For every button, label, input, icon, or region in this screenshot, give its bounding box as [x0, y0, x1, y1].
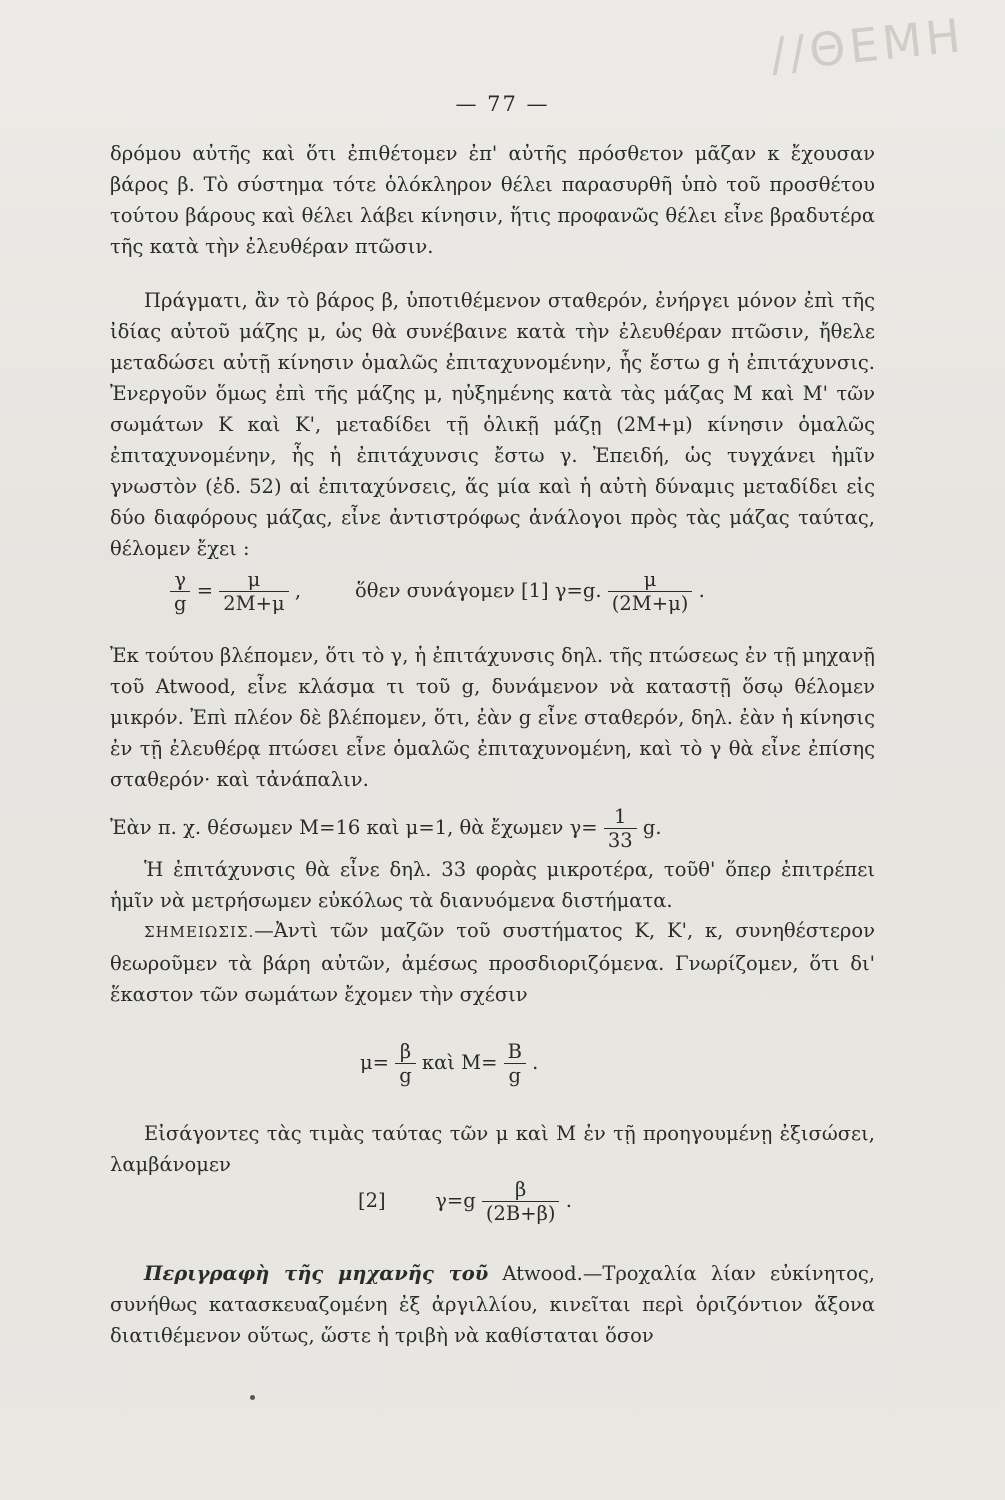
section-heading: Περιγραφὴ τῆς μηχανῆς τοῦ: [144, 1262, 489, 1285]
paragraph-2: Πράγματι, ἂν τὸ βάρος β, ὑποτιθέμενον σταθερόν, ἐνήργει μόνον ἐπὶ τῆς ἰδίας αὐτοῦ μάζης μ, ὡς θὰ συνέβαινε κατὰ τὴν ἐλευθέραν πτῶσιν, ἤθελε μεταδώσει αὐτῇ κίνησιν ὁμαλῶς ἐπιταχυνομένην, ἧς ἔστω g ἡ ἐπιτάχυνσις. Ἐνεργοῦν ὅμως ἐπὶ τῆς μάζης μ, ηὐξημένης κατὰ τὰς μάζας Μ καὶ Μ' τῶν σωμάτων Κ καὶ Κ', μεταδίδει τῇ ὁλικῇ μάζῃ (2Μ+μ) κίνησιν ὁμαλῶς ἐπιταχυνομένην, ἧς ἡ ἐπιτάχυνσις ἔστω γ. Ἐπειδή, ὡς τυγχάνει ἡμῖν γνωστὸν (ἐδ. 52) αἱ ἐπιταχύνσεις, ἅς μία καὶ ἡ αὐτὴ δύναμις μεταδίδει εἰς δύο διαφόρους μάζας, εἶνε ἀντιστρόφως ἀνάλογοι πρὸς τὰς μάζας ταύτας, θέλομεν ἔχει :: [110, 289, 875, 560]
fraction-result-1: $\frac{\mu}{(2M+\mu)}$: [608, 568, 693, 615]
fraction-result-2: $\frac{\beta}{(2B+\beta)}$: [482, 1178, 560, 1225]
margin-handwriting: //ΘΕΜΗ: [768, 7, 968, 83]
fraction-B-g: $\frac{B}{g}$: [504, 1040, 526, 1087]
page-number: — 77 —: [455, 92, 550, 116]
equation-1: $\frac{\gamma}{g}$ = $\frac{\mu}{2M+\mu}$ ,: [170, 568, 301, 615]
fraction-mu-mass: $\frac{\mu}{2M+\mu}$: [219, 568, 288, 615]
paragraph-note: ΣΗΜΕΙΩΣΙΣ.—Ἀντὶ τῶν μαζῶν τοῦ συστήματος Κ, Κ', κ, συνηθέστερον θεωροῦμεν τὰ βάρη αὐτῶν, ἀμέσως προσδιοριζόμενα. Γνωρίζομεν, ὅτι δι' ἕκαστον τῶν σωμάτων ἔχομεν τὴν σχέσιν: [110, 919, 875, 1006]
paragraph-4: Ἡ ἐπιτάχυνσις θὰ εἶνε δηλ. 33 φορὰς μικροτέρα, τοῦθ' ὅπερ ἐπιτρέπει ἡμῖν νὰ μετρήσωμεν εὐκόλως τὰ διανυόμενα διστήματα.: [110, 858, 875, 912]
fraction-gamma-g: $\frac{\gamma}{g}$: [170, 568, 190, 615]
paragraph-1: δρόμου αὐτῆς καὶ ὅτι ἐπιθέτομεν ἐπ' αὐτῆς πρόσθετον μᾶζαν κ ἔχουσαν βάρος β. Τὸ σύστημα τότε ὁλόκληρον θέλει παρασυρθῆ ὑπὸ τοῦ προσθέτου τούτου βάρους καὶ θέλει λάβει κίνησιν, ἥτις προφανῶς θέλει εἶνε βραδυτέρα τῆς κατὰ τὴν ἐλευθέραν πτῶσιν.: [110, 142, 875, 258]
paragraph-6: Εἰσάγοντες τὰς τιμὰς ταύτας τῶν μ καὶ Μ ἐν τῇ προηγουμένῃ ἐξισώσει, λαμβάνομεν: [110, 1122, 875, 1176]
paragraph-3: Ἐκ τούτου βλέπομεν, ὅτι τὸ γ, ἡ ἐπιτάχυνσις δηλ. τῆς πτώσεως ἐν τῇ μηχανῇ τοῦ Atwood, εἶνε κλάσμα τι τοῦ g, δυνάμενον νὰ καταστῇ ὅσῳ θέλομεν μικρόν. Ἐπὶ πλέον δὲ βλέπομεν, ὅτι, ἐὰν g εἶνε σταθερόν, δηλ. ἐὰν ἡ κίνησις ἐν τῇ ἐλευθέρᾳ πτώσει εἶνε ὁμαλῶς ἐπιταχυνομένη, καὶ τὸ γ θὰ εἶνε ἐπίσης σταθερόν· καὶ τἀνάπαλιν.: [110, 644, 875, 791]
equation-example: Ἐὰν π. χ. θέσωμεν Μ=16 καὶ μ=1, θὰ ἔχωμεν γ= $\frac{1}{33}$ g.: [110, 805, 662, 852]
fraction-beta-g: $\frac{\beta}{g}$: [395, 1040, 415, 1087]
fraction-one-33: $\frac{1}{33}$: [604, 805, 637, 852]
note-label: ΣΗΜΕΙΩΣΙΣ.: [144, 923, 255, 941]
equation-1-result: ὅθεν συνάγομεν [1] γ=g. $\frac{\mu}{(2M+\mu)}$ .: [355, 568, 705, 615]
paragraph-description: Περιγραφὴ τῆς μηχανῆς τοῦ Atwood.—Τροχαλία λίαν εὐκίνητος, συνήθως κατασκευαζομένη ἐξ ἀργιλλίου, κινεῖται περὶ ὁριζόντιον ἄξονα διατιθέμενον οὕτως, ὥστε ἡ τριβὴ νὰ καθίσταται ὅσον: [110, 1262, 875, 1347]
equation-2: [2] γ=g $\frac{\beta}{(2B+\beta)}$ .: [358, 1178, 572, 1225]
equation-masses: μ= $\frac{\beta}{g}$ καὶ Μ= $\frac{B}{g}$ .: [360, 1040, 539, 1087]
ink-dot: [250, 1395, 255, 1400]
